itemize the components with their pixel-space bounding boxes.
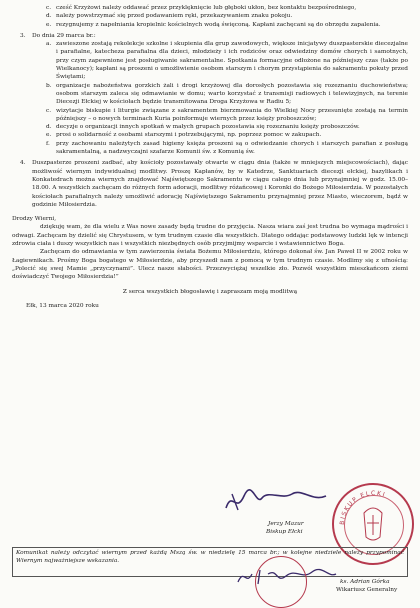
blessing: Z serca wszystkich błogosławię i zapraszam moją modlitwą [122,288,298,295]
item-3-sublist [12,40,408,156]
item-marker: a. [46,41,52,48]
seal-text: BISKUP ELCKI [338,489,387,526]
item-marker: d. [46,124,52,131]
curia-seal [255,556,307,608]
list-item [12,140,408,157]
list-item [12,21,408,29]
item-text: cześć Krzyżowi należy oddawać przez przyklęknięcie lub głęboki ukłon, bez kontaktu bezpośredniego, [56,5,357,11]
svg-text:BISKUP ELCKI [339,490,387,525]
item-text: zawieszone zostają rekolekcje szkolne i skupienia dla grup zawodowych, większe inicjatywy duszpasterskie diecezjalne i parafialne, katecheza parafialna dla dzieci, młodzieży i ich rodziców oraz odwiedziny domów chorych i samotnych, przy czym zapewnione jest posługiwanie sakramentalne. Spotkania formacyjne odłożone na późniejszy czas (także po Wielkanocy); kapłani są proszeni o umożliwienie osobom starszym i chorym przystąpienia do sakramentu pokuty przed Świętami; [56,41,408,81]
item-marker: c. [46,107,52,114]
item-text: Duszpasterze proszeni zadbać, aby kościoły pozostawały otwarte w ciągu dnia (także w mniejszych miejscowościach), dając możliwość wiernym indywidualnej modlitwy. Proszę Kapłanów, by w Katedrze, Sanktuariach diecezji ełckiej, bazylikach i Konkatedrach można wiernych znajdować Najświętszego Sakramentu w ciągu całego dnia lub przynajmniej w godz. 15.00–18.00. A wszystkich zachęcam do różnych form adoracji, modlitwy różańcowej i Koronki do Bożego Miłosierdzia. W pozostałych kościołach parafialnych należy umożliwić adorację Najświętszego Sakramentu przynajmniej przez Miasto, wieczorem, bądź w godzinie Miłosierdzia. [32,160,408,208]
list-item [12,131,408,139]
list-item [12,4,408,12]
item-3 [12,32,408,40]
item-text: wizytacje biskupie i liturgie związane z sakramentem bierzmowania do Wielkiej Nocy przesunięte zostają na termin późniejszy – o nowych terminach Kuria poinformuje wiernych przez księży proboszczów; [56,107,408,122]
paragraph: Zachęcam do odmawiania w tym zawierzenia świata Bożemu Miłosierdziu, którego dokonał św. Jan Paweł II w 2002 roku w Łagiewnikach. Prośmy Boga bogatego w Miłosierdzie, aby przyszedł nam z pomocą w tym trudnym czasie. Modlimy się z ufnością: „Polecić się swej Mamie „przyczynami”. Ulecz nasze słabości. Przezwyciężaj wszelkie zło. Pozwól wszystkim mieszkańcom ziemi doświadczyć Twojego Miłosierdzia!” [12,249,408,281]
list-item [12,40,408,81]
item-marker: b. [46,82,52,89]
place-date: Ełk, 13 marca 2020 roku [26,302,99,309]
list-item [12,123,408,131]
item-4 [12,159,408,209]
bishop-title: Biskup Ełcki [266,529,303,535]
item-marker: e. [46,21,52,28]
notice-text: Komunikat należy odczytać wiernym przed każdą Mszą św. w niedzielę 15 marca br.; w kolejne niedziele należy przypominać Wiernym najważniejsze wskazania. [16,550,404,564]
item-text: należy powstrzymać się przed podawaniem ręki, przekazywaniem znaku pokoju. [56,13,293,20]
list-item [12,107,408,124]
item-marker: c. [46,5,52,11]
item-text: rezygnujemy z napełniania kropielnic kościelnych wodą święconą. Kapłani zachęcani są do obrzędu zapalenia. [56,21,381,28]
notice-box [12,547,408,577]
list-continuation [12,4,408,29]
item-text: decyzje o organizacji innych spotkań w małych grupach pozostawia się rozeznaniu księży proboszczów. [56,124,360,131]
item-text: organizacje nabożeństwa gorzkich żali i drogi krzyżowej dla dorosłych pozostawia się rozeznaniu duchowieństwa; osobom starszym zaleca się odmawianie w domu; warto korzystać z transmisji radiowych i telewizyjnych, na terenie Diecezji Ełckiej w kościołach będzie transmitowana Droga Krzyżowa w Radiu 5; [56,82,408,106]
item-number: 3. [20,32,26,39]
list-item [12,82,408,107]
list-item [12,12,408,20]
paragraph: dziękuję wam, że dla wielu z Was nowe zasady będą trudne do przyjęcia. Nasza wiara zaś jest trudna bo wymaga mądrości i odwagi. Zachęcam by dzielić się Chrystusem, w tym trudnym czasie dla wszystkich. Dlatego oddając podstawowy ludzki lęk w intencji zdrowia ciała i duszy wszystkich nas i wszystkich niezbędnych osób przyjmijmy wsparcie i wstawiennictwo Boga. [12,224,408,248]
greeting: Drodzy Wierni, [12,216,57,223]
bishop-signature [222,486,332,516]
item-marker: e. [46,132,52,139]
item-number: 4. [20,160,26,167]
item-text: przy zachowaniu należytych zasad higieny księża proszeni są o odwiedzanie chorych i starszych parafian z posługą sakramentalną, a nadzwyczajni szafarze Komunii św. z Komunią św. [56,140,408,156]
item-lead: Do dnia 29 marca br.: [32,32,96,39]
bishop-name: Jerzy Mazur [268,521,304,527]
item-text: prosi o solidarność z osobami starszymi i potrzebującymi, np. poprzez pomoc w zakupach. [56,132,322,139]
item-marker: f. [46,140,50,147]
vicar-title: Wikariusz Generalny [336,587,398,593]
item-marker: d. [46,13,52,20]
vicar-name: ks. Adrian Górka [340,579,390,585]
